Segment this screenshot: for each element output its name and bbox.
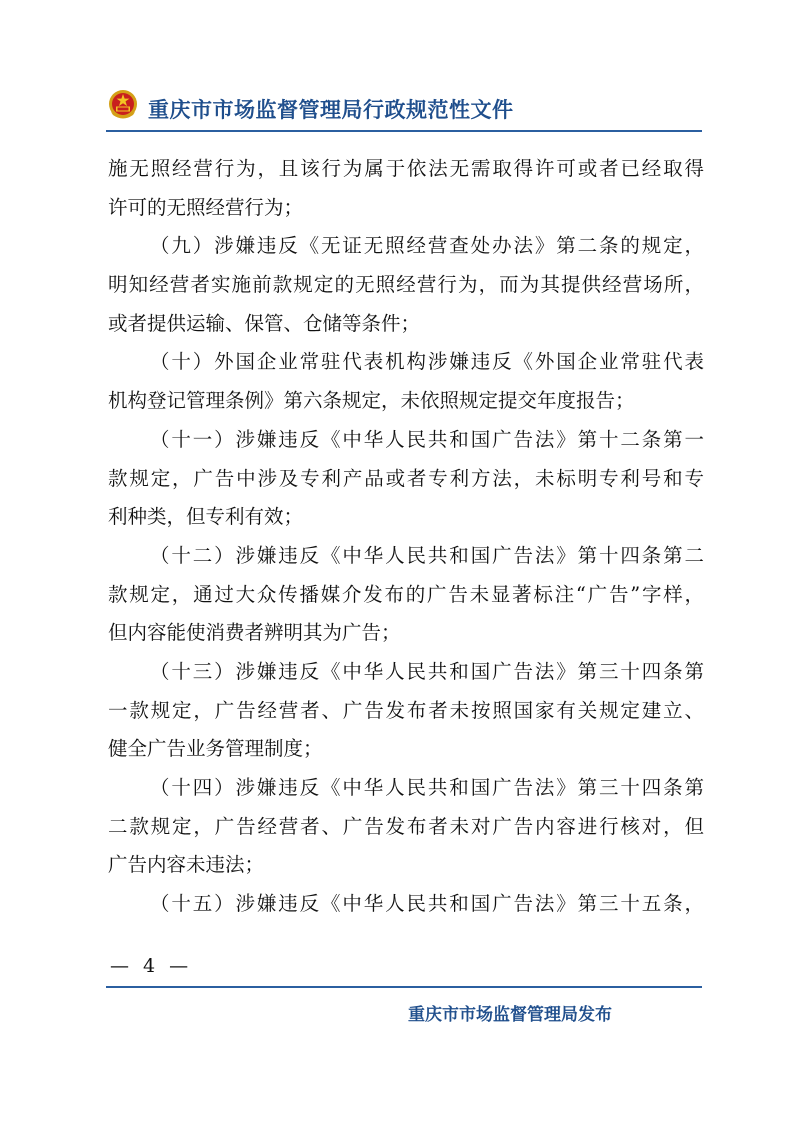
body-line: 或者提供运输、保管、仓储等条件； [108, 311, 421, 335]
national-emblem-icon [106, 88, 140, 122]
footer-issuer: 重庆市市场监督管理局发布 [408, 1005, 612, 1025]
footer-divider [106, 986, 702, 988]
body-line: 款规定，广告中涉及专利产品或者专利方法，未标明专利号和专 [108, 466, 704, 490]
page-number: — 4 — [110, 955, 193, 977]
body-line: （十三）涉嫌违反《中华人民共和国广告法》第三十四条第 [150, 659, 704, 683]
header-divider [106, 130, 702, 132]
body-line: 健全广告业务管理制度； [108, 737, 323, 761]
body-line: （十一）涉嫌违反《中华人民共和国广告法》第十二条第一 [150, 427, 704, 451]
document-body [108, 150, 704, 924]
body-line: 一款规定，广告经营者、广告发布者未按照国家有关规定建立、 [108, 698, 704, 722]
body-line: （十四）涉嫌违反《中华人民共和国广告法》第三十四条第 [150, 776, 704, 799]
header-title: 重庆市市场监督管理局行政规范性文件 [148, 98, 514, 122]
body-line: （十五）涉嫌违反《中华人民共和国广告法》第三十五条， [150, 892, 704, 916]
body-line: 明知经营者实施前款规定的无照经营行为，而为其提供经营场所， [108, 273, 704, 297]
body-line: 广告内容未违法； [108, 853, 265, 877]
body-line: 款规定，通过大众传播媒介发布的广告未显著标注“广告”字样， [108, 582, 704, 606]
body-line: 利种类，但专利有效； [108, 505, 304, 529]
body-line: （九）涉嫌违反《无证无照经营查处办法》第二条的规定， [150, 234, 704, 258]
body-line: （十）外国企业常驻代表机构涉嫌违反《外国企业常驻代表 [150, 350, 704, 374]
body-line: 机构登记管理条例》第六条规定，未依照规定提交年度报告； [108, 389, 635, 413]
body-line: 但内容能使消费者辨明其为广告； [108, 621, 401, 645]
body-line: 施无照经营行为，且该行为属于依法无需取得许可或者已经取得 [108, 157, 704, 180]
document-header [106, 82, 702, 134]
body-line: 许可的无照经营行为； [108, 195, 304, 219]
body-line: 二款规定，广告经营者、广告发布者未对广告内容进行核对，但 [108, 814, 704, 838]
body-line: （十二）涉嫌违反《中华人民共和国广告法》第十四条第二 [150, 543, 704, 567]
